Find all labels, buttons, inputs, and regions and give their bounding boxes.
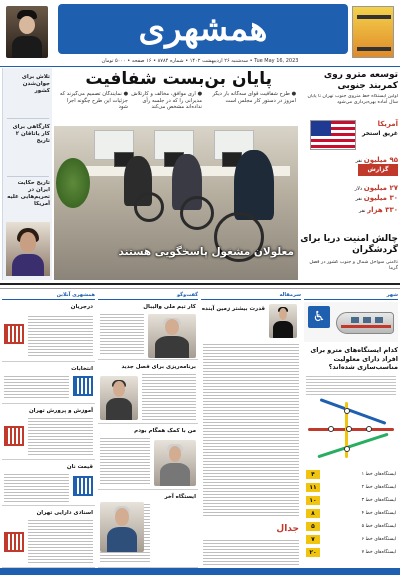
footer-bar [0,568,400,575]
interview-block[interactable] [98,492,198,568]
online-column [2,292,95,572]
photo-caption[interactable]: معلولان مشغول پاسخگویی هستند [118,246,294,258]
photo-body [106,398,133,420]
stat-item [300,206,398,214]
train-stripe [341,325,391,328]
photo-body [155,336,189,358]
news-block[interactable] [2,508,95,568]
legend-row [306,496,396,505]
news-block[interactable] [2,462,95,506]
photo-person [234,150,274,220]
stat-label: نفر [355,158,363,164]
text-lines [100,436,150,486]
photo-body [107,527,138,552]
metro-line [317,433,388,459]
columnist-photo [6,222,50,276]
stat-item [350,194,398,202]
metro-map[interactable] [308,400,394,460]
section-header: همشهری آنلاین [2,292,95,300]
legend-row [306,509,396,518]
metro-line [320,398,387,425]
stat-value: ۹۵ میلیون [363,156,398,164]
text-lines [4,472,69,502]
headline-subpoint: ● آری موافق، مخالف و کارتلاش مدیرانی را که در جلسه رأی نداده‌اند مشخص می‌کند [131,91,202,110]
legend-label: ایستگاه‌های خط ۱ [361,472,396,477]
leader-portrait [6,6,48,58]
legend-row [306,470,396,479]
legend-row [306,522,396,531]
report-badge: گزارش [358,164,398,176]
left-item[interactable]: کارگاهی برای کار یاتاقان ۲ تاریخ [12,124,50,144]
person-photo [148,314,196,358]
qr-code-icon[interactable] [4,324,24,344]
legend-count: ۱۰ [306,496,320,505]
text-lines [203,538,299,566]
metro-station [366,426,372,432]
infographic-headline[interactable]: کدام ایستگاه‌های مترو برای افراد دارای معلولیت مناسب‌سازی شده‌اند؟ [310,346,398,371]
america-head[interactable]: آمریکا [377,120,398,128]
legend-row [306,535,396,544]
stat-value: ۳۰ میلیون [363,194,398,202]
text-lines [4,374,69,400]
photo-body [12,254,44,276]
interview-block[interactable] [98,362,198,424]
section-divider-thin [0,288,400,289]
section-header: گفت‌وگو [98,292,198,300]
stat-label: دلار [354,186,363,192]
wheelchair-wheel [134,192,164,222]
america-sub: غریق استخر [361,130,398,137]
dateline: سه‌شنبه ۲۶ اردیبهشت ۱۴۰۲ • شماره ۸۷۸۴ • ۱۶ صفحه • ۵۰۰۰ تومان • Tue May 16, 2023 [101,58,299,64]
interview-column [98,292,198,572]
headline-subpoint: ● طرح شفافیت قوای سه‌گانه بار دیگر امروز در دستور کار مجلس است [212,91,296,104]
qr-code-icon[interactable] [73,476,93,496]
qr-code-icon[interactable] [73,376,93,396]
stat-label: نفر [358,208,366,214]
metro-station [344,446,350,452]
newspaper-logo[interactable]: همشهری [58,4,348,54]
text-lines [142,372,196,420]
person-photo [100,502,144,552]
block-title: آموزش و پرورش تهران [28,408,93,414]
photo-face [165,319,179,335]
section-header: شهر [304,292,398,300]
qr-code-icon[interactable] [4,532,24,552]
interview-block[interactable] [98,302,198,360]
text-lines [100,312,144,356]
train-window [351,317,359,323]
stat-item [348,156,398,164]
text-lines [306,374,396,396]
legend-label: ایستگاه‌های خط ۲ [361,485,396,490]
block-title: قیمت نان [66,464,93,470]
red-headline[interactable]: جدال [276,524,299,534]
news-block[interactable] [2,364,95,404]
left-item[interactable]: تاریخ حکایت ایران در تحریم‌هایی علیه آمریکا [7,180,50,207]
right-column [300,68,398,280]
metro-infographic [304,292,398,572]
metro-station [346,426,352,432]
portrait-face [19,16,35,34]
legend-label: ایستگاه‌های خط ۷ [361,550,396,555]
metro-station [344,408,350,414]
legend-row [306,548,396,557]
person-photo [154,440,196,486]
editorial-title: قدرت بیشتر زمین آینده [201,306,265,312]
sea-security-text: ناامنی سواحل شمال و جنوب کشور در فصل گرما [309,260,398,271]
editorial-body [201,342,301,522]
legend-label: ایستگاه‌های خط ۶ [361,537,396,542]
text-lines [28,314,93,358]
block-title: درجریان [70,304,93,310]
photo-face [169,446,182,463]
news-block[interactable] [2,406,95,460]
metro-train-icon [336,312,394,334]
legend-label: ایستگاه‌های خط ۳ [361,498,396,503]
editorial-column [201,292,301,572]
photo-plant [56,158,90,208]
metro-text: اولین ایستگاه خط متروی جنوب تهران تا پایان سال آماده بهره‌برداری می‌شود [307,94,398,105]
left-item[interactable]: تلاش برای جوان‌شدن کشور [21,74,50,94]
separator [7,118,49,119]
left-sidebar [2,68,52,280]
metro-headline[interactable]: توسعه مترو روی کمربند جنوبی [323,70,398,91]
text-lines [203,342,299,518]
train-window [363,317,371,323]
metro-station [328,426,334,432]
text-lines [28,416,93,456]
news-block[interactable] [2,302,95,362]
section-divider [0,283,400,285]
block-title: کار تیم ملی والیبال [143,304,196,310]
person-photo [100,376,138,420]
train-window [375,317,383,323]
legend-count: ۵ [306,522,320,531]
legend-count: ۱۱ [306,483,320,492]
wheelchair-icon: ♿ [308,306,330,328]
section-header: سرمقاله [201,292,301,300]
legend-label: ایستگاه‌های خط ۵ [361,524,396,529]
portrait-robe [12,36,42,58]
cover-bar [357,15,391,19]
block-title: اسنادی دارایی تهران [36,510,93,516]
text-lines [28,518,93,564]
photo-face [113,381,124,397]
legend-count: ۸ [306,509,320,518]
wheelchair-wheel [180,196,214,230]
legend-count: ۴ [306,470,320,479]
stat-value: ۲۷ میلیون [363,184,398,192]
legend-row [306,483,396,492]
editorial-body [201,538,301,568]
cover-bar [357,47,391,51]
legend-count: ۷ [306,535,320,544]
block-title: انتخابات [71,366,93,372]
masthead-rule [0,66,400,67]
legend-count: ۲۰ [306,548,320,557]
photo-face [20,232,36,252]
block-title: برنامه‌ریزی برای فصل جدید [121,364,196,370]
photo-body [160,463,189,486]
photo-face [115,508,128,526]
block-title: من با کمک همگام بودم [134,428,196,434]
separator [7,176,49,177]
infographic-banner [304,302,398,342]
main-headline[interactable]: پایان بن‌بست شفافیت [85,69,272,89]
block-title: ایستگاه آخر [164,494,196,500]
supplement-cover[interactable] [352,6,394,58]
editorial-title-block[interactable] [201,304,301,340]
sea-security-headline[interactable]: چالش امنیت دریا برای گردشگران [300,234,398,255]
stat-label: نفر [355,196,363,202]
headline-subpoint: ● نمایندگان تصمیم می‌گیرند که جزئیات این طرح چگونه اجرا شود [59,91,128,110]
interview-block[interactable] [98,426,198,490]
legend-label: ایستگاه‌های خط ۴ [361,511,396,516]
stat-value: ۳۳۰ هزار [367,206,398,214]
stat-item [300,184,398,192]
qr-code-icon[interactable] [4,426,24,446]
